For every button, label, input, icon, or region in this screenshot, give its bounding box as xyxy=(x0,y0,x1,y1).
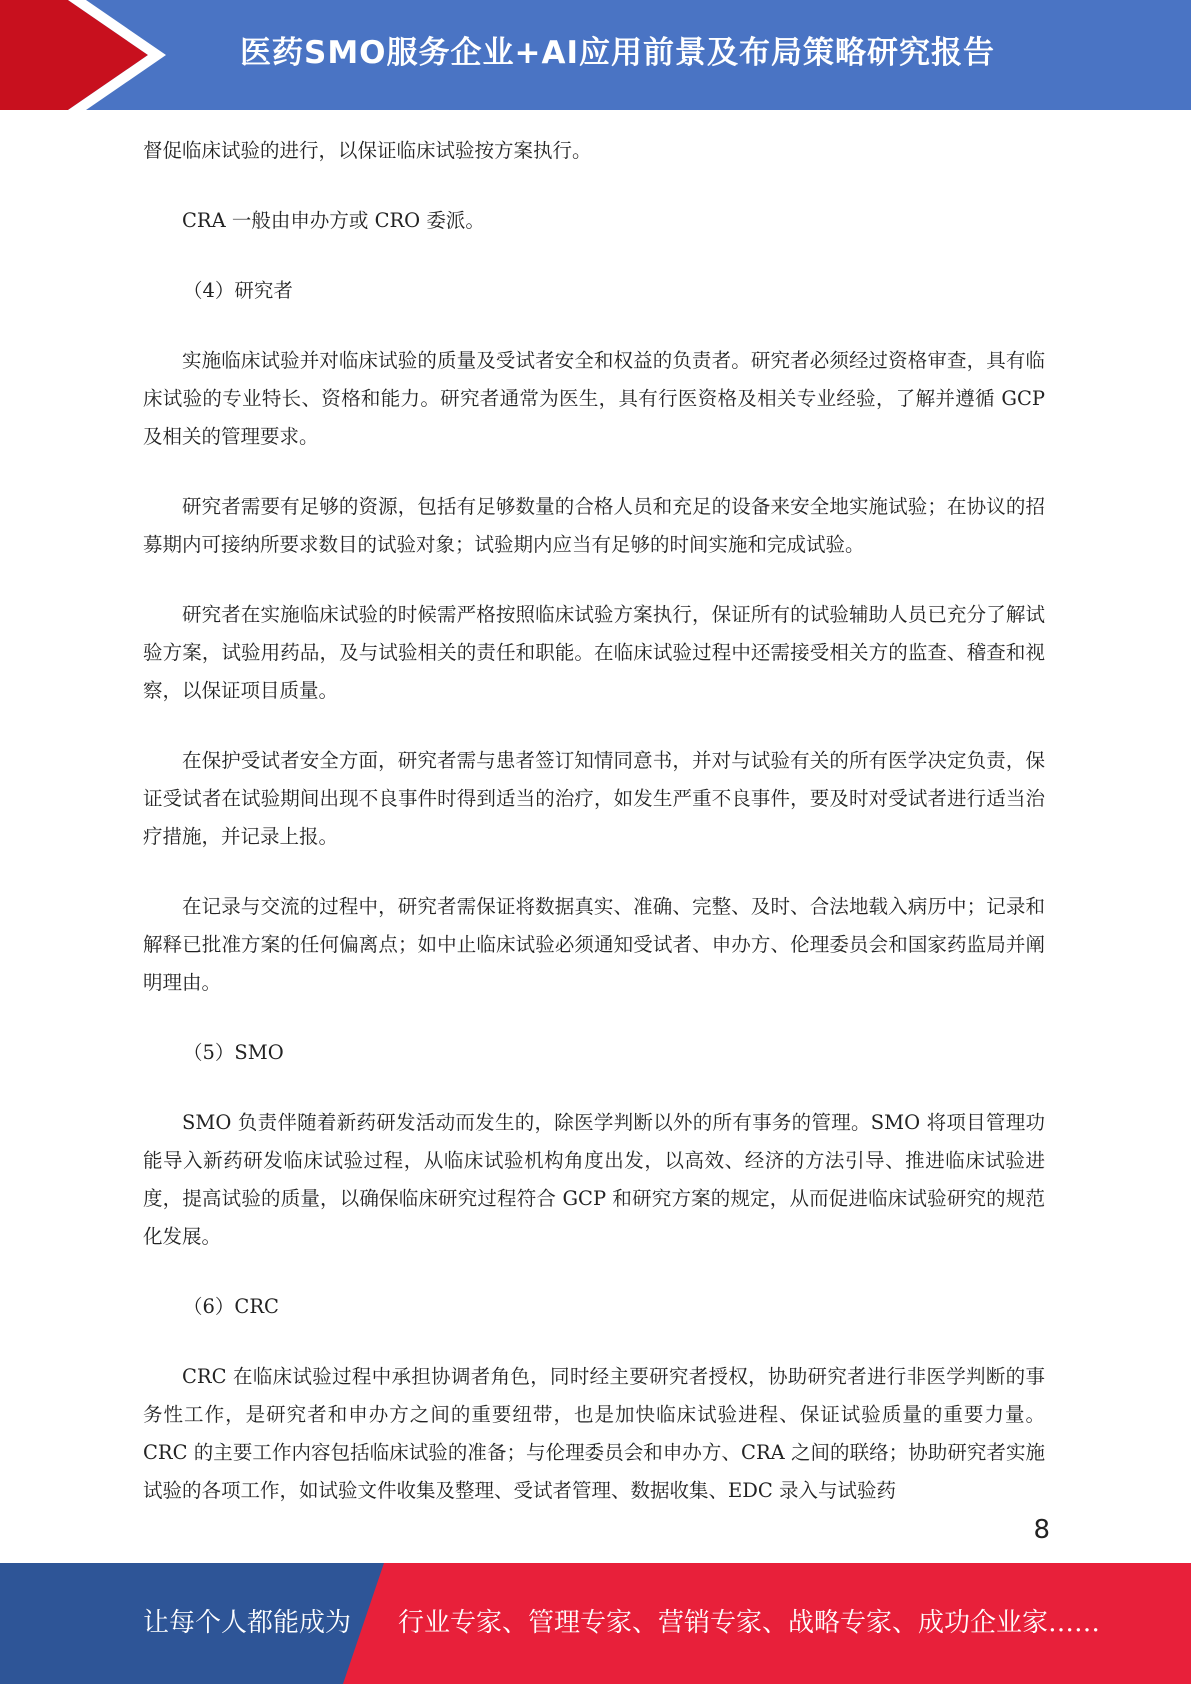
section-heading-researcher: （4）研究者 xyxy=(183,279,293,302)
paragraph: CRA 一般由申办方或 CRO 委派。 xyxy=(182,209,485,232)
footer-slogan-left: 让每个人都能成为 xyxy=(143,1608,352,1638)
section-heading-smo: （5）SMO xyxy=(183,1041,284,1064)
paragraph: 督促临床试验的进行，以保证临床试验按方案执行。 xyxy=(143,139,592,162)
paragraph: SMO 负责伴随着新药研发活动而发生的，除医学判断以外的所有事务的管理。SMO 将项目管理功能导入新药研发临床试验过程，从临床试验机构角度出发，以高效、经济的方法引导、推进临床试验进度，提高试验的质量，以确保临床研究过程符合 GCP 和研究方案的规定，从而促进临床试验研究的规范化发展。 xyxy=(143,1111,1045,1248)
paragraph: 在记录与交流的过程中，研究者需保证将数据真实、准确、完整、及时、合法地载入病历中；记录和解释已批准方案的任何偏离点；如中止临床试验必须通知受试者、申办方、伦理委员会和国家药监局并阐明理由。 xyxy=(143,895,1045,994)
footer-slogan-right: 行业专家、管理专家、营销专家、战略专家、成功企业家…… xyxy=(398,1608,1101,1638)
header-red-chevron xyxy=(0,0,148,110)
page-footer xyxy=(0,1563,1191,1684)
paragraph: 研究者需要有足够的资源，包括有足够数量的合格人员和充足的设备来安全地实施试验；在协议的招募期内可接纳所要求数目的试验对象；试验期内应当有足够的时间实施和完成试验。 xyxy=(143,495,1045,556)
section-heading-crc: （6）CRC xyxy=(183,1295,279,1318)
paragraph: CRC 在临床试验过程中承担协调者角色，同时经主要研究者授权，协助研究者进行非医学判断的事务性工作，是研究者和申办方之间的重要纽带，也是加快临床试验进程、保证试验质量的重要力量。CRC 的主要工作内容包括临床试验的准备；与伦理委员会和申办方、CRA 之间的联络；协助研究者实施试验的各项工作，如试验文件收集及整理、受试者管理、数据收集、EDC 录入与试验药 xyxy=(143,1365,1045,1502)
paragraph: 在保护受试者安全方面，研究者需与患者签订知情同意书，并对与试验有关的所有医学决定负责，保证受试者在试验期间出现不良事件时得到适当的治疗，如发生严重不良事件，要及时对受试者进行适当治疗措施，并记录上报。 xyxy=(143,749,1045,848)
page-header xyxy=(0,0,1191,110)
page-number: 8 xyxy=(1033,1515,1050,1545)
document-body xyxy=(143,132,1045,1542)
paragraph: 实施临床试验并对临床试验的质量及受试者安全和权益的负责者。研究者必须经过资格审查，具有临床试验的专业特长、资格和能力。研究者通常为医生，具有行医资格及相关专业经验，了解并遵循 GCP 及相关的管理要求。 xyxy=(143,349,1045,448)
paragraph: 研究者在实施临床试验的时候需严格按照临床试验方案执行，保证所有的试验辅助人员已充分了解试验方案，试验用药品，及与试验相关的责任和职能。在临床试验过程中还需接受相关方的监查、稽查和视察，以保证项目质量。 xyxy=(143,603,1045,702)
report-title: 医药SMO服务企业+AI应用前景及布局策略研究报告 xyxy=(240,35,996,71)
